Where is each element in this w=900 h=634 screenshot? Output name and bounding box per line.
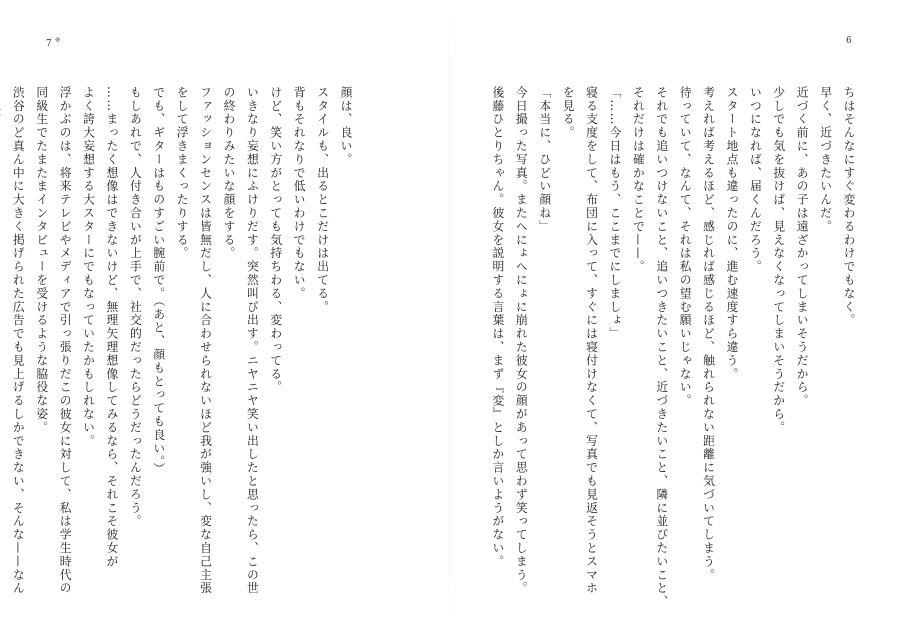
- text-line: 近づく前に、あの子は遠ざかってしまいそうだから。: [795, 86, 810, 408]
- text-line: 顔は、良い。: [339, 86, 353, 167]
- text-line: ちはそんなにすぐ変わるわけでもなく。: [842, 86, 856, 328]
- right-page-body: [486, 86, 861, 609]
- text-line: けど、笑い方がとっても気持ちわる、変わってる。: [268, 86, 283, 395]
- text-line: 渋谷のど真ん中に大きく掲げられた広告でも見上げるしかできない、そんな——なん: [11, 86, 26, 596]
- text-line: の終わりみたいな顔をする。: [221, 86, 236, 261]
- text-line: 背もそれなりで低いわけでもない。: [292, 86, 307, 301]
- text-line: いつになれば、届くんだろう。: [748, 86, 763, 274]
- right-page: [450, 0, 900, 634]
- text-line: 少しでも気を抜けば、見えなくなってしまいそうだから。: [771, 86, 786, 435]
- text-line: 後藤ひとりちゃん。彼女を説明する言葉は、まず『変』としか言いようがない。: [490, 86, 505, 569]
- text-line: 考えれば考えるほど、感じれば感じるほど、触れられない距離に気づいてしまう。: [701, 86, 716, 582]
- text-line: 待っていて、なんて、それは私の望む願いじゃない。: [678, 86, 693, 408]
- text-line: 浮かぶのは、将来テレビやメディアで引っ張りだこの彼女に対して、私は学生時代の: [58, 86, 73, 596]
- left-page: [0, 0, 449, 634]
- right-page-number: 6: [846, 36, 853, 46]
- text-line: それだけは確かなことで——。: [631, 86, 646, 274]
- left-page-body: [0, 86, 357, 596]
- text-line: でも、ギターはものすごい腕前で。（あと、顔もとっても良い。）: [151, 86, 166, 477]
- text-line: 「……今日はもう、ここまでにしましょ」: [607, 86, 622, 341]
- text-line: それでも追いつけないこと、追いつきたいこと、近づきたいこと、隣に並びたいこと、: [654, 86, 669, 609]
- text-line: ……まったく想像はできないけど、無理矢理想像してみるなら、それこそ彼女が: [104, 86, 119, 569]
- text-line: 今日撮った写真。またへにょへにょに崩れた彼女の顔があって思わず笑ってしまう。: [514, 86, 529, 596]
- text-line: を見る。: [561, 86, 576, 140]
- text-line: スタイルも、出るとこだけは出てる。: [315, 86, 330, 314]
- text-line: をして浮きまくったりする。: [175, 86, 190, 261]
- text-line: 寝る支度をして、布団に入って、すぐには寝付けなくて、写真でも見返そうとスマホ: [584, 86, 599, 596]
- page-ornament: ※: [54, 36, 62, 44]
- text-line: ファッションセンスは皆無だし、人に合わせられないほど我が強いし、変な自己主張: [198, 86, 213, 596]
- left-page-number: 7 ※: [46, 36, 62, 49]
- text-line: 早く、近づきたいんだ。: [818, 86, 833, 234]
- text-line: 「本当に、ひどい顔ね」: [537, 86, 552, 234]
- text-line: 同級生でたまたまインタビューを受けるような脇役な姿。: [34, 86, 49, 435]
- text-line: いきなり妄想にふけりだす。突然叫び出す。ニヤニヤ笑い出したと思ったら、この世: [245, 86, 260, 596]
- text-line: もしあれで、人付き合いが上手で、社交的だったらどうだったんだろう。: [128, 86, 143, 529]
- text-line: スタート地点も違ったのに、進む速度すら違う。: [724, 86, 739, 381]
- text-line: よく誇大妄想する大スターにでもなっていたかもしれない。: [81, 86, 96, 448]
